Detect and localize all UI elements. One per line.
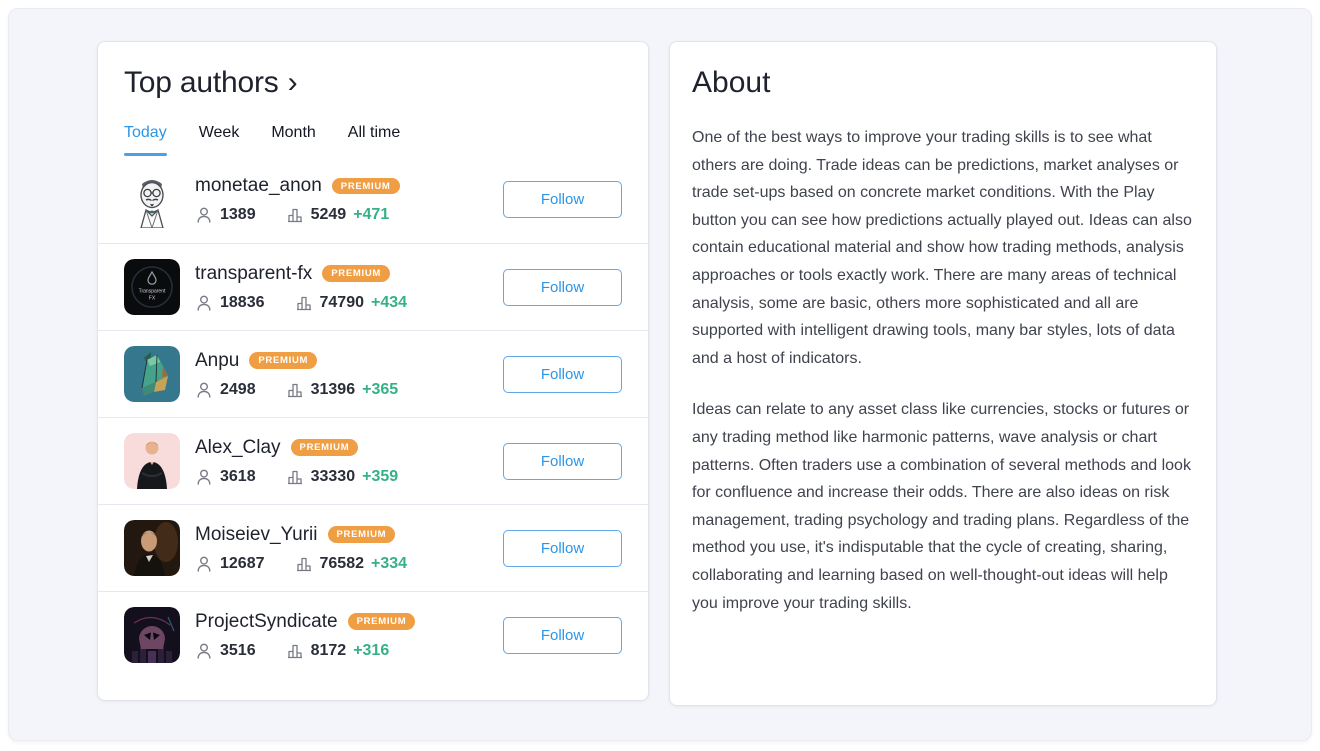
ideas-count: 31396 (310, 380, 356, 398)
followers-count: 18836 (220, 293, 265, 311)
followers-count: 3516 (220, 641, 256, 659)
about-card (669, 41, 1217, 706)
person-icon (195, 555, 213, 573)
avatar-jackal-art[interactable] (124, 346, 180, 402)
person-icon (195, 206, 213, 224)
tab-month[interactable]: Month (271, 124, 316, 141)
author-row (98, 156, 648, 243)
author-row (98, 591, 648, 678)
svg-text:FX: FX (148, 295, 156, 302)
ideas-delta: +316 (353, 641, 390, 659)
premium-badge: PREMIUM (291, 439, 359, 456)
tab-alltime[interactable]: All time (347, 124, 401, 141)
time-range-tabs (124, 124, 622, 156)
bar-chart-icon (286, 642, 304, 660)
author-name[interactable]: Alex_Clay (195, 436, 281, 458)
author-row (98, 330, 648, 417)
ideas-count: 74790 (319, 293, 364, 311)
ideas-count: 8172 (310, 641, 347, 659)
premium-badge: PREMIUM (328, 526, 396, 543)
tab-week[interactable]: Week (198, 124, 240, 141)
ideas-delta: +365 (362, 380, 399, 398)
person-icon (195, 468, 213, 486)
ideas-delta: +334 (371, 554, 408, 572)
ideas-count: 5249 (310, 206, 347, 223)
bar-chart-icon (286, 468, 304, 486)
person-icon (195, 381, 213, 399)
followers-count: 2498 (220, 380, 256, 398)
author-name[interactable]: monetae_anon (195, 175, 322, 196)
follow-button[interactable]: Follow (503, 530, 622, 567)
author-row (98, 417, 648, 504)
top-authors-title-link[interactable] (124, 66, 622, 100)
bar-chart-icon (295, 294, 313, 312)
ideas-delta: +471 (353, 206, 390, 223)
about-paragraph-2: Ideas can relate to any asset class like currencies, stocks or futures or any trading method like harmonic patterns, wave analysis or chart patterns. Often traders use a combination of several methods and look for confluence and increase their odds. There are also ideas on risk management, trading psychology and trading plans. Regardless of the method you use, it's indisputable that the cycle of creating, sharing, collaborating and learning based on well-thought-out ideas will help you improve your trading skills. (692, 401, 1191, 612)
avatar-transparent-fx-logo[interactable] (124, 259, 180, 315)
person-icon (195, 642, 213, 660)
premium-badge: PREMIUM (332, 178, 400, 195)
follow-button[interactable]: Follow (503, 181, 622, 218)
followers-count: 12687 (220, 554, 265, 572)
bar-chart-icon (286, 206, 304, 224)
about-paragraph-1: One of the best ways to improve your trading skills is to see what others are doing. Trade ideas can be predictions, market analyses or trade set-ups based on concrete market conditions. With the Play button you can see how predictions actually played out. Ideas can also contain educational material and show how trading methods, analysis approaches or tools exactly work. There are many areas of technical analysis, some are basic, others more sophisticated and all are supported with intelligent drawing tools, many bar styles, lots of data and a host of indicators. (692, 129, 1192, 367)
person-icon (195, 294, 213, 312)
chevron-right-icon: › (287, 66, 298, 99)
top-authors-card (97, 41, 649, 701)
follow-button[interactable]: Follow (503, 443, 622, 480)
premium-badge: PREMIUM (249, 352, 317, 369)
ideas-count: 33330 (310, 467, 356, 485)
author-name[interactable]: Moiseiev_Yurii (195, 523, 318, 545)
avatar-man-portrait-pink[interactable] (124, 433, 180, 489)
follow-button[interactable]: Follow (503, 617, 622, 654)
ideas-delta: +359 (362, 467, 399, 485)
tab-today[interactable]: Today (124, 124, 167, 156)
author-row (98, 504, 648, 591)
follow-button[interactable]: Follow (503, 356, 622, 393)
followers-count: 3618 (220, 467, 256, 485)
page-title: Top authors (124, 66, 279, 99)
author-name[interactable]: Anpu (195, 349, 240, 371)
ideas-delta: +434 (371, 293, 408, 311)
about-title: About (692, 66, 771, 99)
svg-text:Transparent: Transparent (138, 288, 166, 295)
authors-list (98, 156, 648, 678)
author-name[interactable]: transparent-fx (195, 262, 313, 284)
bar-chart-icon (286, 381, 304, 399)
bar-chart-icon (295, 555, 313, 573)
followers-count: 1389 (220, 206, 256, 223)
about-text (692, 124, 1194, 617)
avatar-robot-dark[interactable] (124, 607, 180, 663)
premium-badge: PREMIUM (348, 613, 416, 630)
avatar-man-photo-dark[interactable] (124, 520, 180, 576)
author-name[interactable]: ProjectSyndicate (195, 610, 338, 632)
premium-badge: PREMIUM (322, 265, 390, 282)
ideas-count: 76582 (319, 554, 364, 572)
follow-button[interactable]: Follow (503, 269, 622, 306)
author-row (98, 243, 648, 330)
page-panel (8, 8, 1312, 741)
avatar-anonymous-mask[interactable] (124, 172, 180, 228)
